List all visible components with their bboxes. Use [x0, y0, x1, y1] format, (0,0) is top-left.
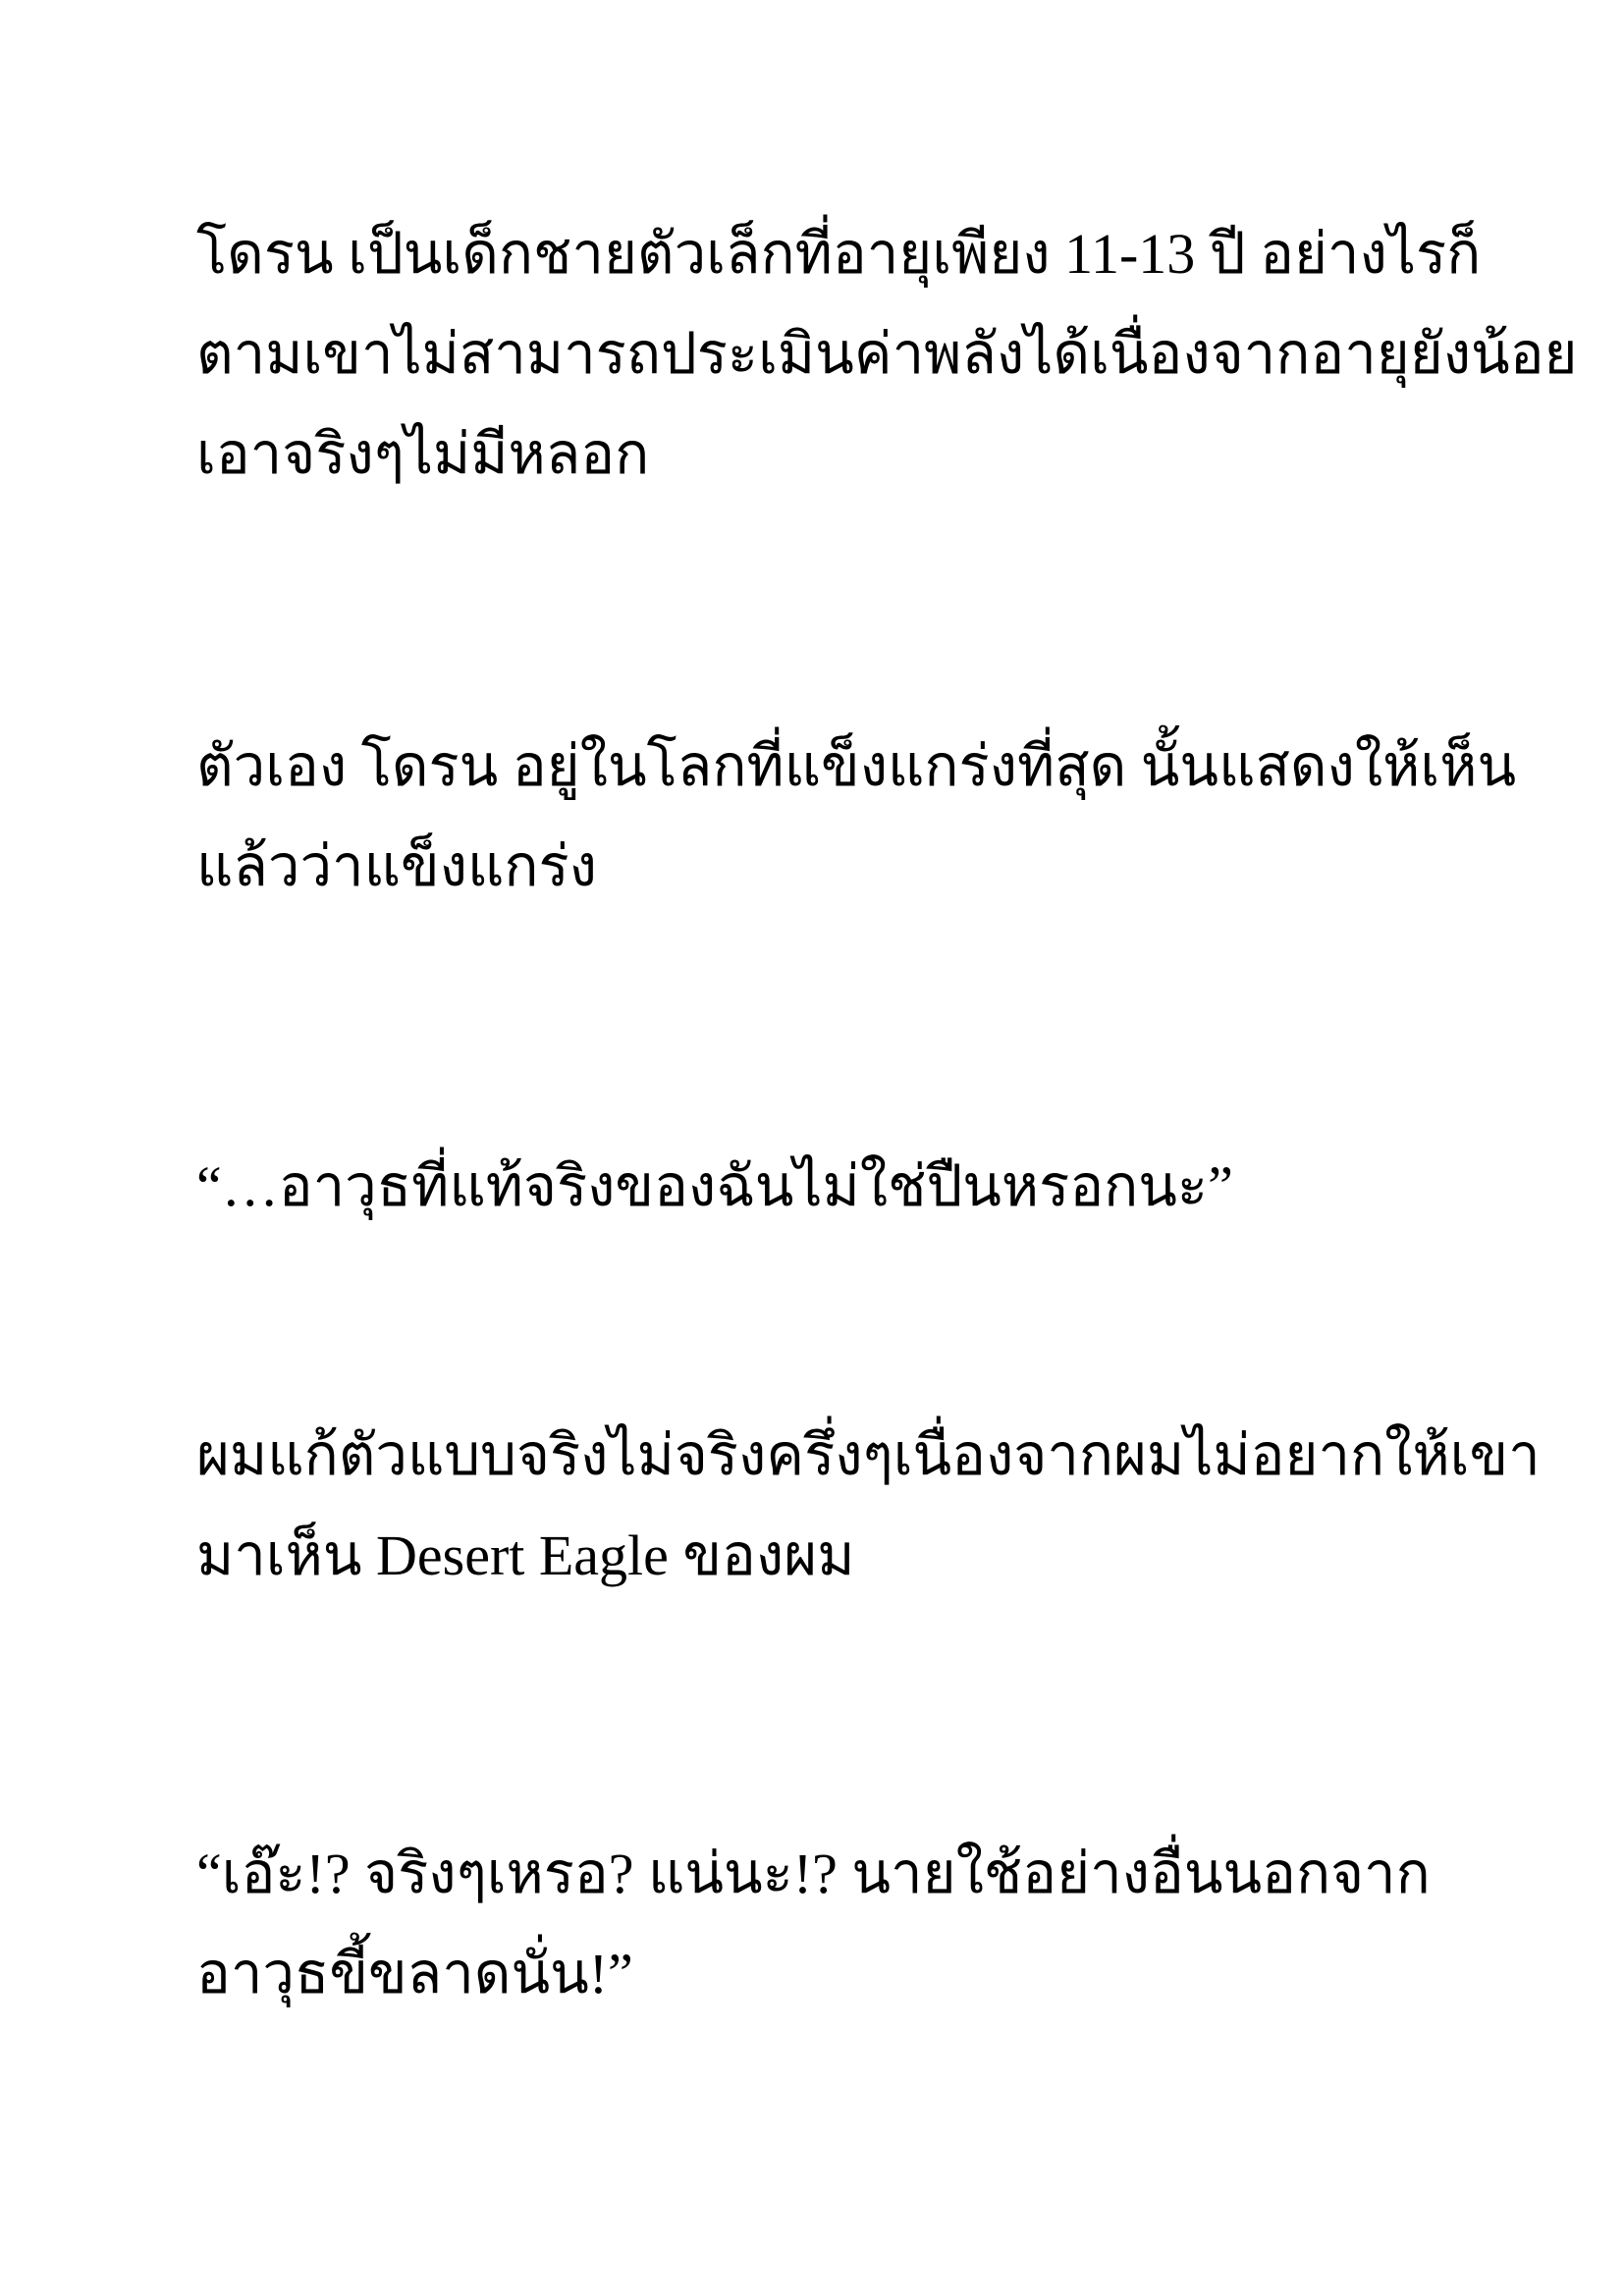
paragraph-dialogue-surprise	[196, 1824, 1434, 2024]
paragraph-excuse	[196, 1406, 1541, 1606]
text-line: เอาจริงๆไม่มีหลอก	[196, 422, 650, 486]
text-line: แล้วว่าแข็งแกร่ง	[196, 834, 597, 898]
text-line: มาเห็น Desert Eagle ของผม	[196, 1523, 855, 1587]
paragraph-strength	[196, 717, 1517, 917]
text-line: ผมแก้ตัวแบบจริงไม่จริงครึ่งๆเนื่องจากผมไม่อยากให้เขา	[196, 1423, 1541, 1487]
text-line: อาวุธขี้ขลาดนั่น!”	[196, 1942, 633, 2005]
text-line: ตามเขาไม่สามารถประเมินค่าพลังได้เนื่องจากอายุยังน้อย	[196, 322, 1578, 386]
text-line: ตัวเอง โดรน อยู่ในโลกที่แข็งแกร่งที่สุด นั้นแสดงให้เห็น	[196, 734, 1517, 798]
text-line: “เอ๊ะ!? จริงๆเหรอ? แน่นะ!? นายใช้อย่างอื่นนอกจาก	[196, 1842, 1431, 1905]
text-line: “…อาวุธที่แท้จริงของฉันไม่ใช่ปืนหรอกนะ”	[196, 1154, 1233, 1218]
paragraph-intro	[196, 204, 1578, 505]
paragraph-dialogue-weapon	[196, 1137, 1434, 1237]
text-line: โดรน เป็นเด็กชายตัวเล็กที่อายุเพียง 11-13 ปี อย่างไรก็	[196, 222, 1482, 286]
